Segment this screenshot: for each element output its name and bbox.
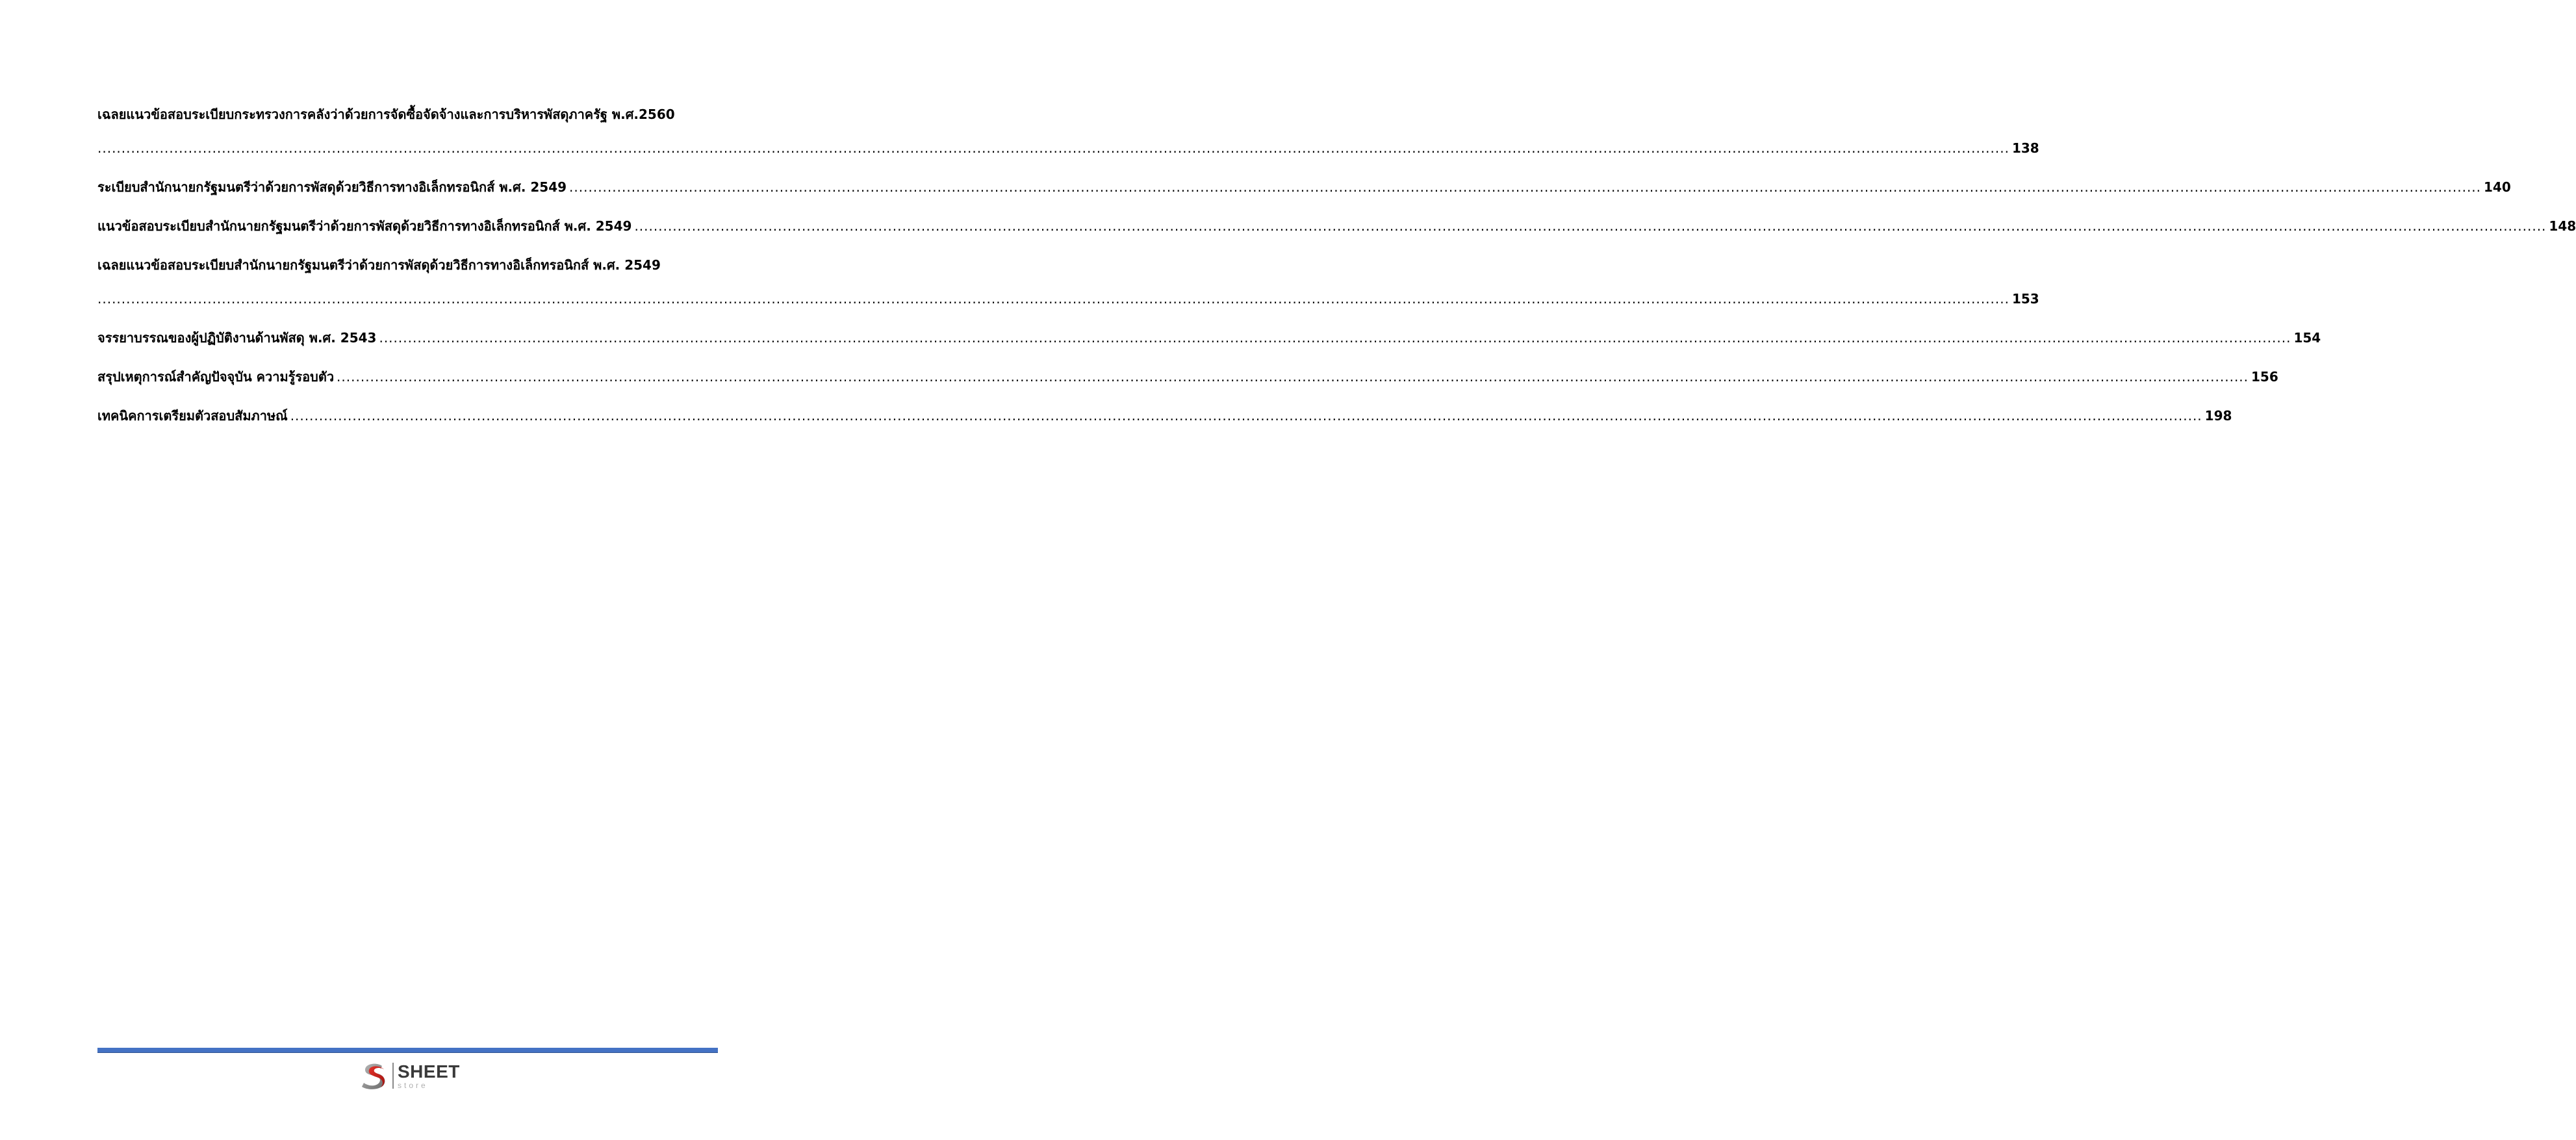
- toc-entry[interactable]: [97, 360, 2278, 394]
- toc-leader-dots: ................................................................................................................................................................................................................................................................................................................................................................................................................: [97, 291, 2009, 307]
- toc-entry[interactable]: [97, 248, 2039, 316]
- toc-entry[interactable]: [97, 170, 2511, 204]
- toc-entry-title: จรรยาบรรณของผู้ปฏิบัติงานด้านพัสดุ พ.ศ. 2543: [97, 330, 377, 346]
- toc-entry-page: 138: [2011, 140, 2039, 156]
- toc-entry-title: แนวข้อสอบระเบียบสำนักนายกรัฐมนตรีว่าด้วยการพัสดุด้วยวิธีการทางอิเล็กทรอนิกส์ พ.ศ. 2549: [97, 218, 632, 234]
- toc-leader-dots: ................................................................................................................................................................................................................................................................................................................................................................................................................: [379, 330, 2291, 346]
- sheet-store-logo: [359, 1059, 460, 1093]
- toc-entry-title: เฉลยแนวข้อสอบระเบียบสำนักนายกรัฐมนตรีว่าด้วยการพัสดุด้วยวิธีการทางอิเล็กทรอนิกส์ พ.ศ. 2549: [97, 257, 661, 273]
- toc-entry-page: 148: [2549, 218, 2576, 234]
- toc-entry-title: ระเบียบสำนักนายกรัฐมนตรีว่าด้วยการพัสดุด้วยวิธีการทางอิเล็กทรอนิกส์ พ.ศ. 2549: [97, 179, 567, 195]
- toc-entry[interactable]: [97, 321, 2321, 355]
- sheet-store-logo-icon: [359, 1061, 389, 1091]
- toc-entry-page: 154: [2293, 330, 2321, 346]
- toc-entry-page: 198: [2204, 408, 2232, 424]
- toc-leader-dots: ................................................................................................................................................................................................................................................................................................................................................................................................................: [337, 369, 2249, 385]
- toc-entry[interactable]: [97, 399, 2232, 433]
- toc-leader-dots: ................................................................................................................................................................................................................................................................................................................................................................................................................: [569, 179, 2482, 195]
- toc-entry-page: 140: [2484, 179, 2511, 195]
- toc-leader-dots: ................................................................................................................................................................................................................................................................................................................................................................................................................: [290, 408, 2202, 424]
- table-of-contents: [97, 97, 2576, 438]
- toc-entry-title: สรุปเหตุการณ์สำคัญปัจจุบัน ความรู้รอบตัว: [97, 369, 335, 385]
- toc-entry-page: 156: [2251, 369, 2278, 385]
- toc-entry[interactable]: [97, 209, 2576, 243]
- logo-separator: [392, 1063, 394, 1089]
- toc-entry[interactable]: [97, 97, 2039, 165]
- logo-brand-text: SHEET: [398, 1061, 460, 1082]
- toc-leader-dots: ................................................................................................................................................................................................................................................................................................................................................................................................................: [634, 218, 2547, 234]
- logo-sub-text: store: [398, 1080, 428, 1090]
- toc-entry-title: เทคนิคการเตรียมตัวสอบสัมภาษณ์: [97, 408, 288, 424]
- toc-entry-title: เฉลยแนวข้อสอบระเบียบกระทรวงการคลังว่าด้วยการจัดซื้อจัดจ้างและการบริหารพัสดุภาครัฐ พ.ศ.2560: [97, 107, 675, 122]
- toc-entry-page: 153: [2011, 291, 2039, 307]
- footer-rule: [97, 1048, 718, 1053]
- toc-leader-dots: ................................................................................................................................................................................................................................................................................................................................................................................................................: [97, 140, 2009, 156]
